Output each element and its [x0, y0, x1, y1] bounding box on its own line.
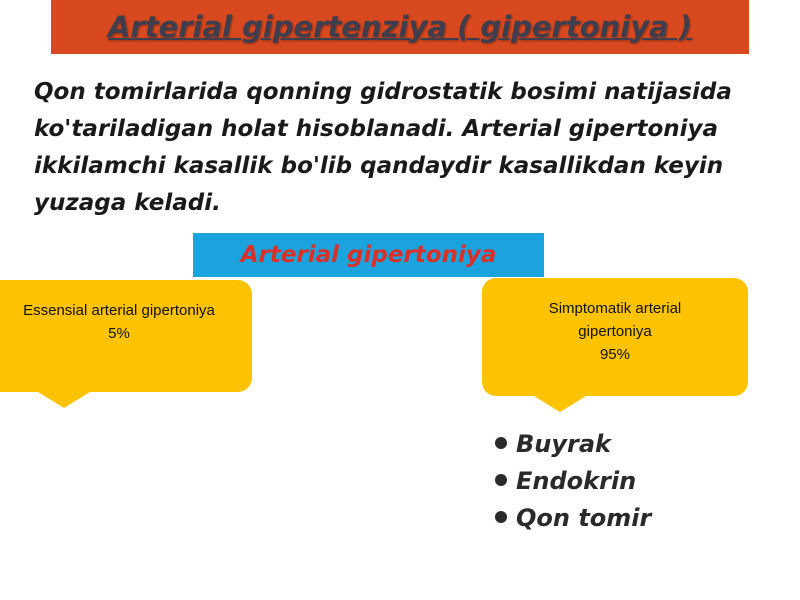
bullet-icon [495, 474, 507, 486]
essential-label: Essensial arterial gipertoniya [23, 302, 215, 319]
bullet-icon [495, 511, 507, 523]
symptomatic-label-line2: gipertoniya [578, 322, 652, 340]
title-banner [51, 0, 749, 54]
center-label: Arterial gipertoniya [240, 242, 497, 268]
symptomatic-label-line1: Simptomatik arterial [548, 299, 682, 317]
callout-tail [534, 396, 586, 412]
intro-paragraph: Qon tomirlarida qonning gidrostatik bosimi natijasida ko'tariladigan holat hisoblanadi. Arterial gipertoniya ikkilamchi kasallik bo'lib qandaydir kasallikdan keyin yuzaga keladi. [34, 79, 732, 216]
essential-hypertension-callout [0, 280, 252, 392]
bullet-icon [495, 437, 507, 449]
symptomatic-percent: 95% [599, 345, 630, 363]
center-label-box [193, 233, 544, 277]
list-item: Buyrak [495, 426, 651, 463]
callout-tail [38, 392, 90, 408]
slide-title: Arterial gipertenziya ( gipertoniya ) [107, 10, 693, 44]
essential-percent: 5% [108, 325, 130, 342]
symptomatic-hypertension-callout [482, 278, 748, 396]
cause-list [495, 426, 651, 537]
list-item: Endokrin [495, 463, 651, 500]
list-item: Qon tomir [495, 500, 651, 537]
